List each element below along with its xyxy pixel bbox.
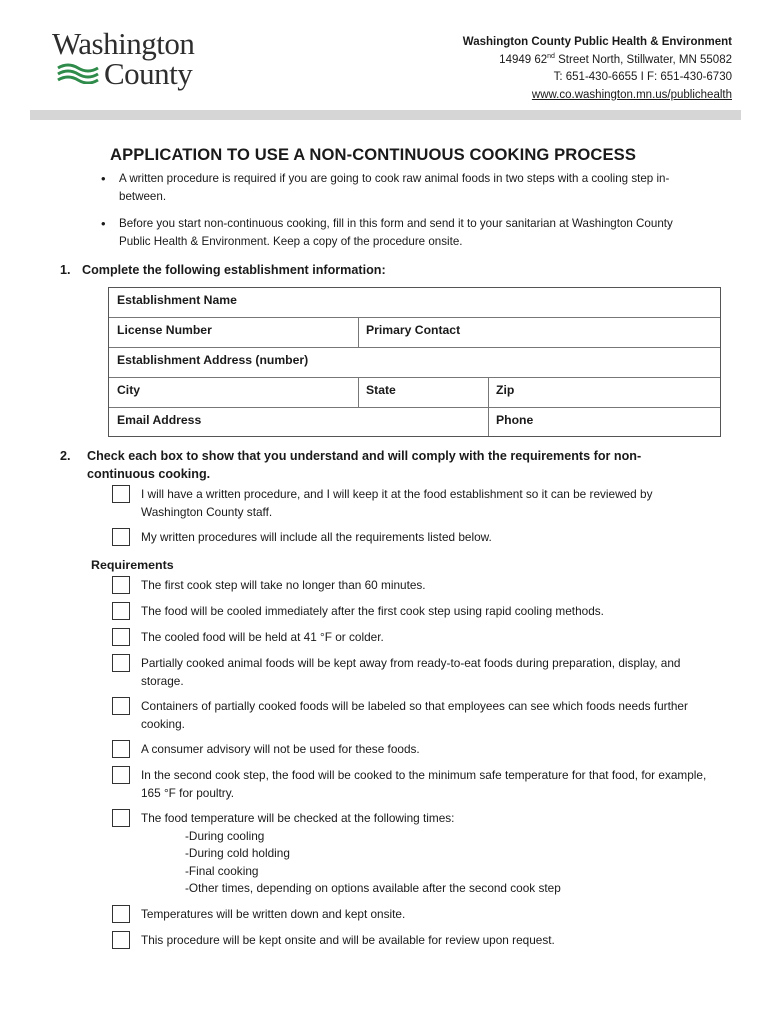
establishment-name-field[interactable]: Establishment Name xyxy=(117,293,237,307)
temperature-time: -Other times, depending on options available after the second cook step xyxy=(185,881,561,895)
state-field[interactable]: State xyxy=(366,383,396,397)
logo-waves-icon xyxy=(56,62,106,84)
page-title: APPLICATION TO USE A NON-CONTINUOUS COOKING PROCESS xyxy=(110,145,636,164)
phone-field[interactable]: Phone xyxy=(496,413,534,427)
temperature-time: -During cold holding xyxy=(185,846,290,860)
temperature-time: -Final cooking xyxy=(185,863,259,878)
logo-text-washington: Washington xyxy=(52,26,195,61)
contact-block xyxy=(463,34,732,104)
temperature-check-intro: The food temperature will be checked at the following times: xyxy=(141,811,455,825)
checkbox[interactable] xyxy=(112,628,130,646)
establishment-info-table xyxy=(108,287,721,437)
bullet-item: • A written procedure is required if you are going to cook raw animal foods in two steps with a cooling step in-between. xyxy=(100,170,680,205)
primary-contact-field[interactable]: Primary Contact xyxy=(366,323,461,337)
zip-field[interactable]: Zip xyxy=(496,383,515,397)
phone-fax: T: 651-430-6655 I F: 651-430-6730 xyxy=(553,71,732,83)
city-field[interactable]: City xyxy=(117,383,141,397)
checkbox[interactable] xyxy=(112,905,130,923)
checkbox[interactable] xyxy=(112,697,130,715)
checkbox[interactable] xyxy=(112,931,130,949)
bullet-item: • Before you start non-continuous cooking, fill in this form and send it to your sanitarian at Washington County Public Health & Environment. Keep a copy of the procedure onsite. xyxy=(100,215,680,250)
checkbox[interactable] xyxy=(112,576,130,594)
checkbox[interactable] xyxy=(112,809,130,827)
section-1-heading: 1. Complete the following establishment information: xyxy=(60,263,386,277)
temperature-time: -During cooling xyxy=(185,828,265,843)
checkbox[interactable] xyxy=(112,485,130,503)
checkbox[interactable] xyxy=(112,602,130,620)
establishment-address-field[interactable]: Establishment Address (number) xyxy=(117,353,309,367)
org-name: Washington County Public Health & Environment xyxy=(462,36,732,48)
checkbox[interactable] xyxy=(112,740,130,758)
checkbox[interactable] xyxy=(112,654,130,672)
intro-bullets xyxy=(100,170,680,260)
street-address: 14949 62nd Street North, Stillwater, MN 55082 xyxy=(499,52,732,66)
checkbox[interactable] xyxy=(112,528,130,546)
header-rule xyxy=(30,110,741,120)
license-number-field[interactable]: License Number xyxy=(117,323,212,337)
requirements-heading: Requirements xyxy=(91,558,174,572)
logo-text-county: County xyxy=(104,56,193,91)
website-link[interactable]: www.co.washington.mn.us/publichealth xyxy=(531,88,732,101)
email-address-field[interactable]: Email Address xyxy=(117,413,202,427)
checkbox[interactable] xyxy=(112,766,130,784)
washington-county-logo xyxy=(52,28,217,94)
